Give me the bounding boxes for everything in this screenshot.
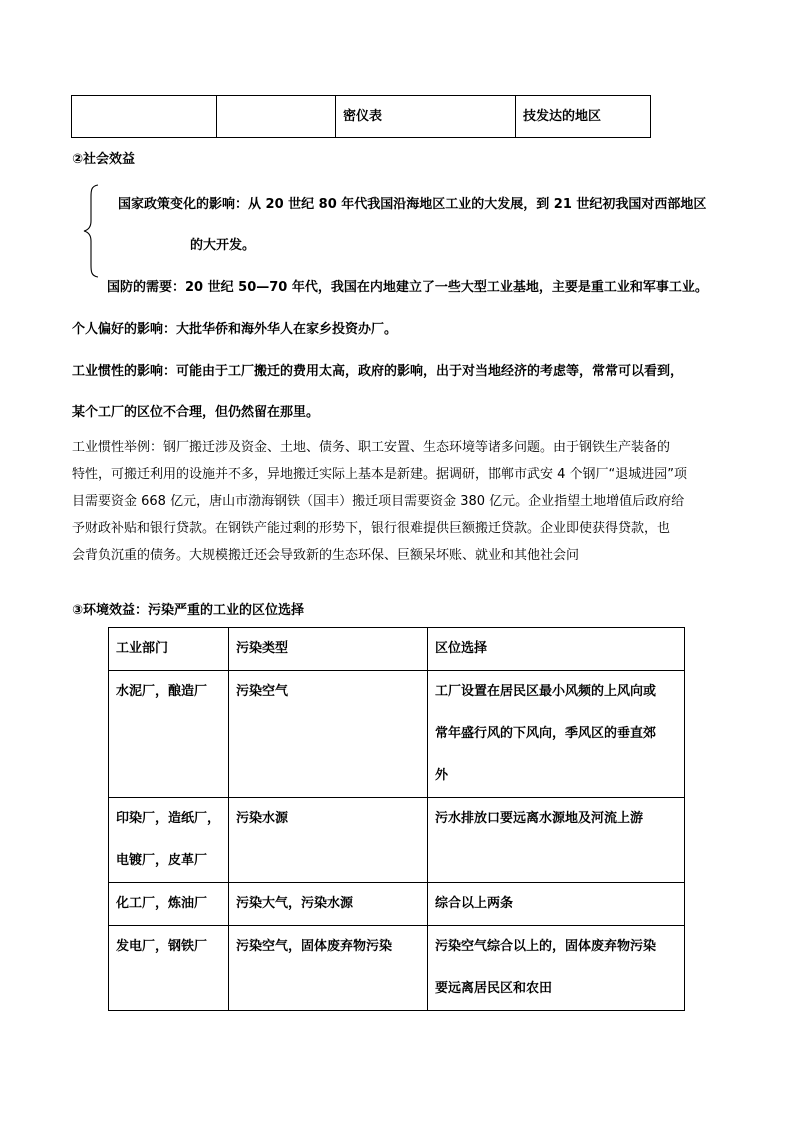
table-header-row <box>109 628 685 671</box>
dept-cell: 发电厂，钢铁厂 <box>109 926 229 1011</box>
social-heading: ②社会效益 <box>72 152 136 167</box>
table-row <box>72 96 651 138</box>
header-dept: 工业部门 <box>109 628 229 671</box>
example-line-1: 工业惯性举例：钢厂搬迁涉及资金、土地、债务、职工安置、生态环境等诸多问题。由于钢铁生产装备的 <box>72 440 671 455</box>
environment-heading: ③环境效益：污染严重的工业的区位选择 <box>72 603 305 618</box>
choice-line: 要远离居民区和农田 <box>435 981 553 996</box>
header-type: 污染类型 <box>229 628 428 671</box>
inertia-line-2: 某个工厂的区位不合理，但仍然留在那里。 <box>72 405 320 420</box>
defense-line: 国防的需要：20 世纪 50—70 年代，我国在内地建立了一些大型工业基地，主要是重工业和军事工业。 <box>107 280 708 295</box>
pollution-industry-table <box>108 627 685 1011</box>
dept-text: 水泥厂，酿造厂 <box>116 684 208 699</box>
table-cell <box>217 96 336 138</box>
top-table-fragment <box>71 95 651 138</box>
curly-brace-icon <box>82 183 102 279</box>
example-line-4: 予财政补贴和银行贷款。在钢铁产能过剩的形势下，银行很难提供巨额搬迁贷款。企业即使获得贷款，也 <box>72 521 671 536</box>
personal-preference-line: 个人偏好的影响：大批华侨和海外华人在家乡投资办厂。 <box>72 322 398 337</box>
table-row <box>109 671 685 798</box>
type-cell: 污染空气，固体废弃物污染 <box>229 926 428 1011</box>
table-cell: 密仪表 <box>336 96 516 138</box>
choice-cell: 污水排放口要远离水源地及河流上游 <box>428 798 685 883</box>
choice-line: 污染空气综合以上的，固体废弃物污染 <box>435 939 657 954</box>
dept-line: 电镀厂，皮革厂 <box>116 853 208 868</box>
dept-cell <box>109 798 229 883</box>
example-line-3: 目需要资金 668 亿元，唐山市渤海钢铁（国丰）搬迁项目需要资金 380 亿元。企业指望土地增值后政府给 <box>72 494 685 509</box>
table-row <box>109 798 685 883</box>
inertia-line-1: 工业惯性的影响：可能由于工厂搬迁的费用太高，政府的影响，出于对当地经济的考虑等，常常可以看到， <box>72 364 684 379</box>
type-cell: 污染水源 <box>229 798 428 883</box>
header-choice: 区位选择 <box>428 628 685 671</box>
choice-cell <box>428 671 685 798</box>
table-row <box>109 926 685 1011</box>
dept-cell: 化工厂，炼油厂 <box>109 883 229 926</box>
choice-cell: 综合以上两条 <box>428 883 685 926</box>
type-cell: 污染大气，污染水源 <box>229 883 428 926</box>
table-row <box>109 883 685 926</box>
choice-cell <box>428 926 685 1011</box>
choice-line: 常年盛行风的下风向，季风区的垂直郊 <box>435 726 657 741</box>
example-line-5: 会背负沉重的债务。大规模搬迁还会导致新的生态环保、巨额呆坏账、就业和其他社会问 <box>72 548 580 563</box>
dept-cell <box>109 671 229 798</box>
table-cell <box>72 96 217 138</box>
choice-line: 外 <box>435 768 449 783</box>
example-line-2: 特性，可搬迁利用的设施并不多，异地搬迁实际上基本是新建。据调研，邯郸市武安 4 个钢厂“退城进园”项 <box>72 467 688 482</box>
policy-line-2: 的大开发。 <box>190 238 256 253</box>
choice-line: 工厂设置在居民区最小风频的上风向或 <box>435 684 657 699</box>
dept-line: 印染厂，造纸厂， <box>116 811 221 826</box>
type-cell: 污染空气 <box>229 671 428 798</box>
policy-line-1: 国家政策变化的影响：从 20 世纪 80 年代我国沿海地区工业的大发展，到 21 世纪初我国对西部地区 <box>118 197 707 212</box>
table-cell: 技发达的地区 <box>516 96 651 138</box>
